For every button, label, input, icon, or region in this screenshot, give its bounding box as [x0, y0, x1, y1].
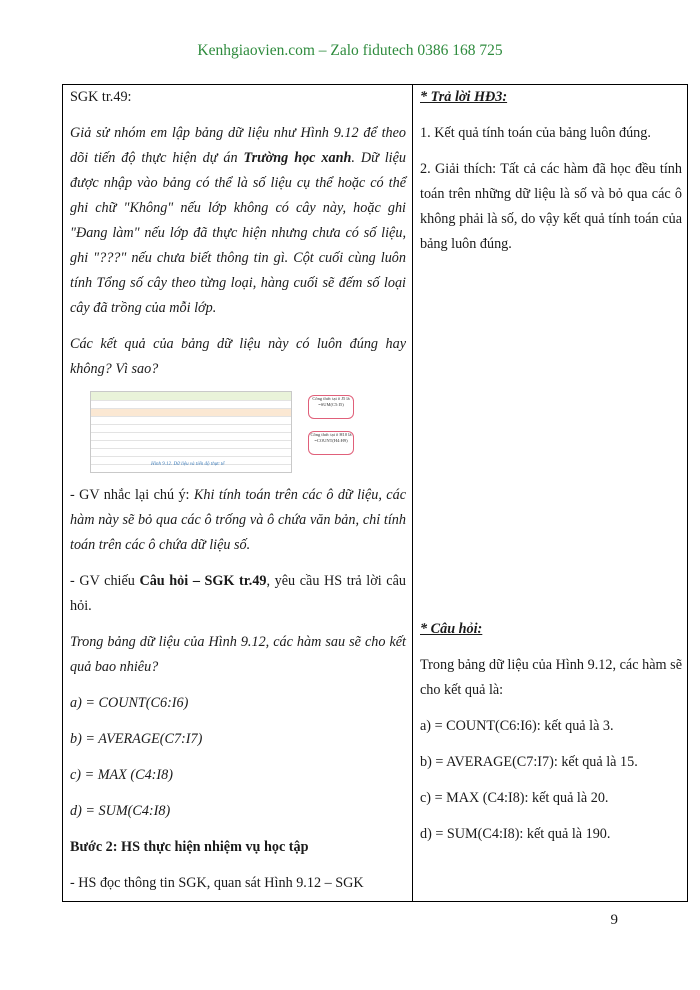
- page-header: Kenhgiaovien.com – Zalo fidutech 0386 168 725: [197, 42, 503, 59]
- question-text: Các kết quả của bảng dữ liệu này có luôn đúng hay không? Vì sao?: [70, 336, 406, 377]
- project-name: Trường học xanh: [243, 150, 352, 166]
- project-question: [70, 569, 406, 619]
- callout-sum: Công thức tại ô J5 là =SUM(C5:I5): [308, 395, 354, 419]
- figure-9-12: [90, 391, 350, 473]
- pq-prefix: - GV chiếu: [70, 573, 140, 589]
- item-b: b) = AVERAGE(C7:I7): [70, 731, 203, 747]
- question-heading: * Câu hỏi:: [420, 621, 483, 637]
- answer-2: 2. Giải thích: Tất cả các hàm đã học đều tính toán trên những dữ liệu là số và bỏ qua các ô không phải là số, do vậy kết quả tính toán của bảng luôn đúng.: [420, 161, 682, 252]
- scenario-text: [70, 121, 406, 321]
- lesson-table: [62, 84, 688, 902]
- teacher-note: [70, 483, 406, 558]
- answer-d: d) = SUM(C4:I8): kết quả là 190.: [420, 826, 611, 842]
- answer-c: c) = MAX (C4:I8): kết quả là 20.: [420, 790, 609, 806]
- spreadsheet-thumbnail: [90, 391, 292, 473]
- figure-caption: Hình 9.12. Dữ liệu và tiến độ thực tế: [151, 462, 225, 467]
- step-2-heading: Bước 2: HS thực hiện nhiệm vụ học tập: [70, 839, 309, 855]
- teacher-activity-column: [63, 85, 412, 896]
- pq-bold: Câu hỏi – SGK tr.49: [139, 573, 267, 589]
- question-intro: Trong bảng dữ liệu của Hình 9.12, các hàm sau sẽ cho kết quả bao nhiêu?: [70, 634, 406, 675]
- page-number: 9: [610, 912, 618, 928]
- scenario-part2: . Dữ liệu được nhập vào bảng có thể là số liệu cụ thể hoặc có thể ghi chữ "Không" nếu lớp không có cây này, hoặc ghi "Đang làm" nếu lớp đã thực hiện nhưng chưa có số liệu, ghi "???" nếu chưa biết thông tin gì. Cột cuối cùng luôn tính Tổng số cây theo từng loại, hàng cuối sẽ đếm số loại cây đã trồng của mỗi lớp.: [70, 150, 406, 316]
- item-d: d) = SUM(C4:I8): [70, 803, 171, 819]
- callout-count: Công thức tại ô H10 là =COUNT(H4:H9): [308, 431, 354, 455]
- answer-1: 1. Kết quả tính toán của bảng luôn đúng.: [420, 125, 651, 141]
- answer-intro: Trong bảng dữ liệu của Hình 9.12, các hàm sẽ cho kết quả là:: [420, 657, 682, 698]
- last-line: - HS đọc thông tin SGK, quan sát Hình 9.12 – SGK: [70, 875, 364, 891]
- scenario-part1: Giả sử nhóm em lập bảng dữ liệu như Hình 9.12 để theo dõi tiến độ thực hiện dự án: [70, 125, 406, 166]
- answer-b: b) = AVERAGE(C7:I7): kết quả là 15.: [420, 754, 638, 770]
- answer-heading: * Trả lời HĐ3:: [420, 89, 508, 105]
- product-column: [413, 85, 689, 847]
- note-prefix: - GV nhắc lại chú ý:: [70, 487, 194, 503]
- note-text: Khi tính toán trên các ô dữ liệu, các hàm này sẽ bỏ qua các ô trống và ô chứa văn bản, chỉ tính toán trên các ô chứa dữ liệu số.: [70, 487, 406, 553]
- item-a: a) = COUNT(C6:I6): [70, 695, 189, 711]
- item-c: c) = MAX (C4:I8): [70, 767, 173, 783]
- sgk-reference: SGK tr.49:: [70, 89, 132, 105]
- answer-a: a) = COUNT(C6:I6): kết quả là 3.: [420, 718, 614, 734]
- pq-suffix: , yêu cầu HS trả lời câu hỏi.: [70, 573, 406, 614]
